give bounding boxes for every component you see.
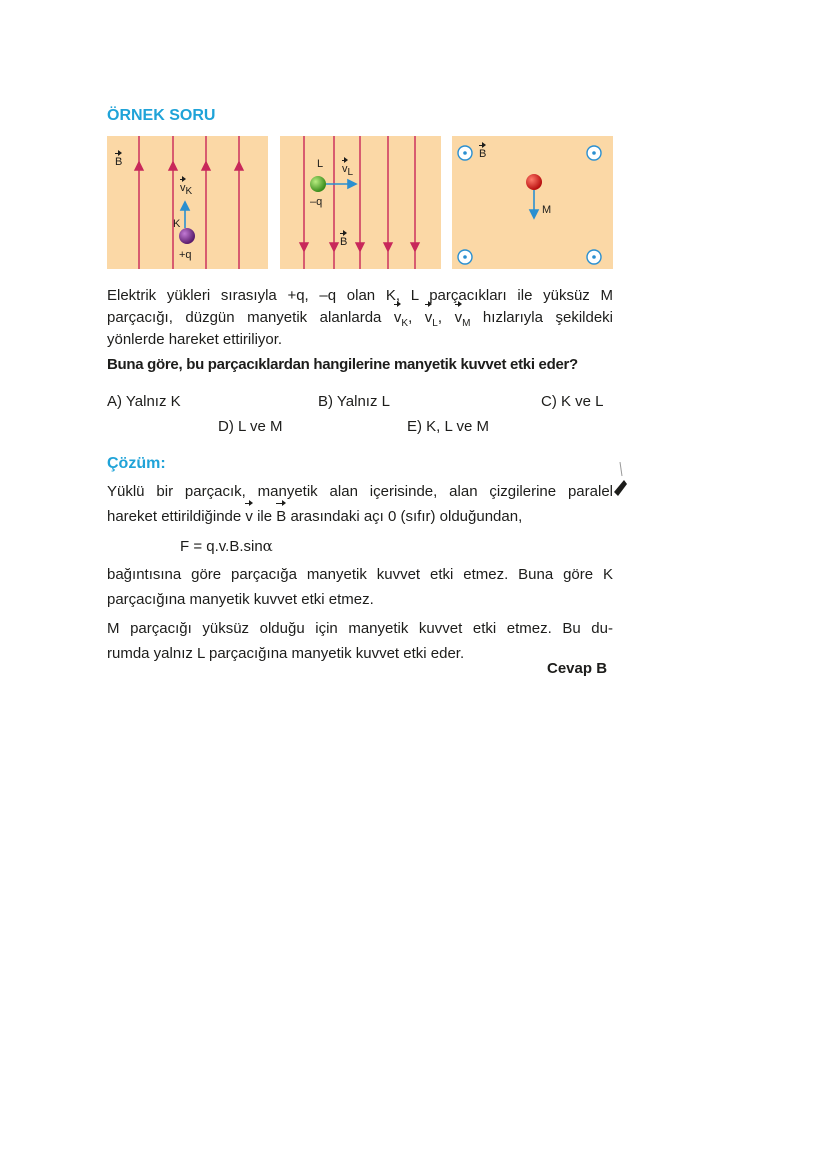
- particle-l: [310, 176, 326, 192]
- velocity-arrow-l: [326, 180, 356, 188]
- question-line-3: yönlerde hareket ettiriliyor.: [107, 331, 283, 348]
- field-out-of-page: [452, 136, 613, 269]
- question-line-1: Elektrik yükleri sırasıyla +q, –q olan K, L parçacıkları ile yüksüz M: [107, 287, 613, 304]
- pen-mark-icon: [610, 462, 628, 498]
- option-b[interactable]: B) Yalnız L: [318, 393, 390, 410]
- solution-line-4: parçacığına manyetik kuvvet etki etmez.: [107, 591, 374, 608]
- particle-k: [179, 228, 195, 244]
- answer: Cevap B: [547, 660, 608, 677]
- field-label-b3: B: [479, 148, 487, 160]
- solution-line-2: hareket ettirildiğinde v ile B arasındaki açı 0 (sıfır) olduğundan,: [107, 506, 522, 528]
- option-c[interactable]: C) K ve L: [541, 393, 604, 410]
- formula: F = q.v.B.sinα: [180, 537, 273, 555]
- question-prompt: Buna göre, bu parçacıklardan hangilerine manyetik kuvvet etki eder?: [107, 356, 578, 373]
- figure-panel-l: [280, 136, 441, 269]
- solution-line-1: Yüklü bir parçacık, manyetik alan içerisinde, alan çizgilerine paralel: [107, 483, 613, 500]
- solution-line-5: M parçacığı yüksüz olduğu için manyetik kuvvet etki etmez. Bu du-: [107, 620, 613, 637]
- velocity-arrow-m: [530, 190, 538, 218]
- option-e[interactable]: E) K, L ve M: [407, 418, 489, 435]
- charge-label-k: +q: [179, 249, 192, 261]
- figure-panel-m: [452, 136, 613, 269]
- solution-heading: Çözüm:: [107, 455, 166, 472]
- velocity-label-l: $v_L$: [342, 163, 354, 179]
- velocity-label-k: $v_K$: [180, 182, 193, 198]
- solution-line-6: rumda yalnız L parçacığına manyetik kuvvet etki eder.: [107, 645, 465, 662]
- particle-label-l: L: [317, 158, 324, 170]
- question-line-2: parçacığı, düzgün manyetik alanlarda $v_K$, $v_L$, $v_M$ hızlarıyla şekildeki: [107, 309, 614, 329]
- field-label-b2: B: [340, 236, 348, 248]
- option-d[interactable]: D) L ve M: [218, 418, 283, 435]
- particle-label-m: M: [542, 204, 552, 216]
- example-title: ÖRNEK SORU: [107, 107, 216, 124]
- velocity-arrow-k: [181, 202, 189, 228]
- field-lines-down: [280, 136, 441, 269]
- option-a[interactable]: A) Yalnız K: [107, 393, 181, 410]
- particle-label-k: K: [173, 218, 181, 230]
- field-label-b1: B: [115, 156, 123, 168]
- particle-m: [526, 174, 542, 190]
- solution-line-3: bağıntısına göre parçacığa manyetik kuvvet etki etmez. Buna göre K: [107, 566, 613, 583]
- figure-panel-k: [107, 136, 268, 269]
- charge-label-l: –q: [310, 196, 323, 208]
